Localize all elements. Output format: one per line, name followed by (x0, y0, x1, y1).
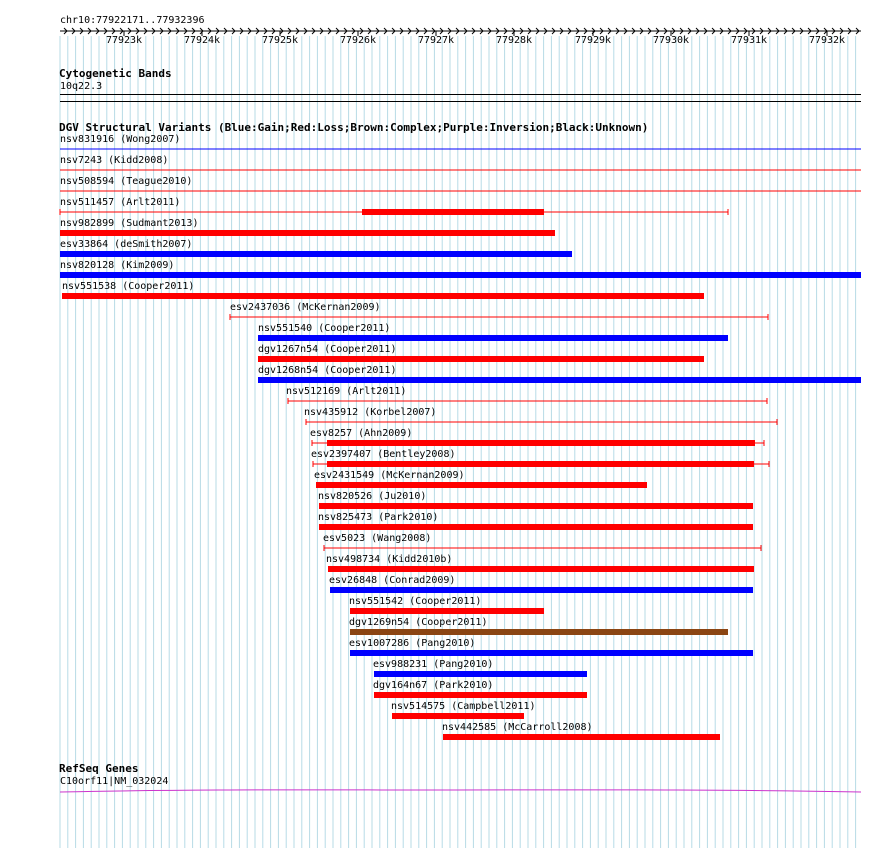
variant-bar (443, 734, 720, 740)
cytoband-label: 10q22.3 (60, 81, 103, 92)
ruler-tick-label: 77927k (417, 35, 455, 46)
variant-bar (327, 440, 755, 446)
variant-label[interactable]: nsv511457 (Arlt2011) (60, 197, 181, 208)
variant-bar (350, 650, 753, 656)
variant-label[interactable]: dgv1267n54 (Cooper2011) (258, 344, 397, 355)
variant-label[interactable]: esv2397407 (Bentley2008) (311, 449, 456, 460)
ruler-tick-label: 77932k (808, 35, 846, 46)
variant-label[interactable]: nsv7243 (Kidd2008) (60, 155, 169, 166)
region-label: chr10:77922171..77932396 (60, 15, 205, 26)
variant-bar (62, 293, 704, 299)
ruler-tick-label: 77928k (495, 35, 533, 46)
variant-label[interactable]: esv33864 (deSmith2007) (60, 239, 193, 250)
variant-bar (319, 503, 753, 509)
variant-bar (60, 230, 555, 236)
variant-label[interactable]: esv2437036 (McKernan2009) (230, 302, 381, 313)
variant-label[interactable]: nsv551538 (Cooper2011) (62, 281, 195, 292)
variant-label[interactable]: esv8257 (Ahn2009) (310, 428, 413, 439)
variant-bar (330, 587, 753, 593)
dgv-track-title[interactable]: DGV Structural Variants (Blue:Gain;Red:Loss;Brown:Complex;Purple:Inversion;Black:Unknown) (59, 121, 649, 134)
variant-label[interactable]: esv2431549 (McKernan2009) (314, 470, 465, 481)
variant-bar (60, 251, 572, 257)
variant-bar (258, 377, 861, 383)
variant-label[interactable]: nsv551540 (Cooper2011) (258, 323, 391, 334)
variant-label[interactable]: nsv825473 (Park2010) (318, 512, 439, 523)
variant-label[interactable]: dgv1268n54 (Cooper2011) (258, 365, 397, 376)
variant-bar (374, 692, 587, 698)
variant-label[interactable]: esv1007286 (Pang2010) (349, 638, 476, 649)
variant-bar (328, 566, 754, 572)
variant-label[interactable]: nsv514575 (Campbell2011) (391, 701, 536, 712)
variant-label[interactable]: nsv508594 (Teague2010) (60, 176, 193, 187)
variant-bar (319, 524, 753, 530)
variant-label[interactable]: nsv512169 (Arlt2011) (286, 386, 407, 397)
variant-bar (374, 671, 587, 677)
variant-label[interactable]: dgv164n67 (Park2010) (373, 680, 494, 691)
ruler-tick-label: 77931k (730, 35, 768, 46)
ruler-tick-label: 77929k (574, 35, 612, 46)
gene-label[interactable]: C10orf11|NM_032024 (60, 776, 169, 787)
variant-label[interactable]: esv5023 (Wang2008) (323, 533, 432, 544)
variant-bar (258, 335, 728, 341)
variant-label[interactable]: esv26848 (Conrad2009) (329, 575, 456, 586)
variant-label[interactable]: esv988231 (Pang2010) (373, 659, 494, 670)
variant-label[interactable]: nsv982899 (Sudmant2013) (60, 218, 199, 229)
variant-label[interactable]: nsv442585 (McCarroll2008) (442, 722, 593, 733)
variant-bar (362, 209, 544, 215)
variant-bar (327, 461, 754, 467)
ruler-tick-label: 77923k (105, 35, 143, 46)
variant-label[interactable]: nsv551542 (Cooper2011) (349, 596, 482, 607)
variant-label[interactable]: nsv820128 (Kim2009) (60, 260, 175, 271)
gene-model-line (60, 790, 861, 792)
variant-label[interactable]: nsv820526 (Ju2010) (318, 491, 427, 502)
variant-bar (350, 629, 728, 635)
ruler-tick-label: 77925k (261, 35, 299, 46)
variant-label[interactable]: nsv435912 (Korbel2007) (304, 407, 437, 418)
variant-bar (258, 356, 704, 362)
ruler-tick-label: 77924k (183, 35, 221, 46)
variant-bar (316, 482, 647, 488)
ruler-tick-label: 77926k (339, 35, 377, 46)
variant-label[interactable]: dgv1269n54 (Cooper2011) (349, 617, 488, 628)
cytoband-track-title[interactable]: Cytogenetic Bands (59, 67, 172, 80)
refseq-track-title[interactable]: RefSeq Genes (59, 762, 139, 775)
ruler-tick-label: 77930k (652, 35, 690, 46)
variant-bar (60, 272, 861, 278)
variant-label[interactable]: nsv831916 (Wong2007) (60, 134, 181, 145)
variant-bar (350, 608, 544, 614)
variant-bar (392, 713, 524, 719)
variant-label[interactable]: nsv498734 (Kidd2010b) (326, 554, 453, 565)
